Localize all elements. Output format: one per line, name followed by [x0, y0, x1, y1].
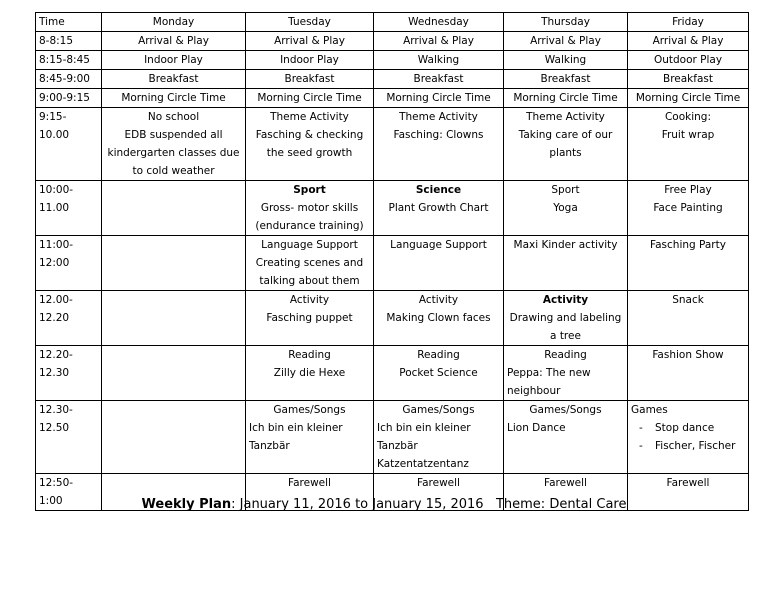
time-cell	[36, 401, 102, 474]
cell-detail: EDB suspended all kindergarten classes due to cold weather	[107, 129, 240, 177]
monday-cell: Morning Circle Time	[102, 89, 246, 108]
cell-detail: Ich bin ein kleiner Tanzbär Katzentatzentanz	[377, 422, 471, 470]
time-end: 12.20	[39, 312, 70, 324]
time-cell	[36, 108, 102, 181]
friday-cell: Fashion Show	[628, 346, 749, 401]
cell-title: Sport	[293, 184, 326, 196]
friday-cell: Snack	[628, 291, 749, 346]
cell-detail: Fasching puppet	[266, 312, 353, 324]
monday-cell: Breakfast	[102, 70, 246, 89]
time-cell: 9:00-9:15	[36, 89, 102, 108]
cell-detail: Yoga	[553, 202, 578, 214]
monday-cell: Arrival & Play	[102, 32, 246, 51]
header-friday: Friday	[628, 13, 749, 32]
cell-detail: Plant Growth Chart	[388, 202, 489, 214]
tuesday-cell: Farewell	[246, 474, 374, 511]
time-cell	[36, 236, 102, 291]
friday-cell	[628, 108, 749, 181]
tuesday-cell: Arrival & Play	[246, 32, 374, 51]
weekly-plan-caption	[0, 497, 768, 512]
table-row	[36, 70, 749, 89]
table-row	[36, 89, 749, 108]
header-row	[36, 13, 749, 32]
tuesday-cell	[246, 401, 374, 474]
table-row	[36, 108, 749, 181]
wednesday-cell	[374, 346, 504, 401]
thursday-cell	[504, 181, 628, 236]
time-start: 9:15-	[39, 111, 67, 123]
monday-cell	[102, 236, 246, 291]
table-row	[36, 181, 749, 236]
header-time: Time	[36, 13, 102, 32]
cell-detail: Face Painting	[653, 202, 723, 214]
list-item: - Fischer, Fischer	[655, 437, 745, 455]
monday-cell	[102, 291, 246, 346]
cell-title: Sport	[551, 184, 580, 196]
table-row	[36, 236, 749, 291]
caption-text: : January 11, 2016 to January 15, 2016 Theme: Dental Care	[231, 497, 627, 512]
cell-title: Cooking:	[664, 111, 712, 123]
thursday-cell: Farewell	[504, 474, 628, 511]
thursday-cell	[504, 346, 628, 401]
table-row	[36, 32, 749, 51]
tuesday-cell	[246, 236, 374, 291]
cell-detail: Lion Dance	[507, 422, 566, 434]
cell-title: Free Play	[664, 184, 712, 196]
friday-cell: Breakfast	[628, 70, 749, 89]
thursday-cell: Morning Circle Time	[504, 89, 628, 108]
time-end: 12.50	[39, 422, 70, 434]
cell-title: Theme Activity	[399, 111, 478, 123]
time-start: 12.20-	[39, 349, 73, 361]
cell-title: Theme Activity	[526, 111, 605, 123]
thursday-cell	[504, 401, 628, 474]
wednesday-cell: Breakfast	[374, 70, 504, 89]
cell-title: Reading	[417, 349, 460, 361]
cell-title: Reading	[544, 349, 587, 361]
cell-detail: Fasching: Clowns	[393, 129, 484, 141]
friday-cell	[628, 401, 749, 474]
cell-detail: Pocket Science	[399, 367, 478, 379]
tuesday-cell: Indoor Play	[246, 51, 374, 70]
cell-title: Games	[631, 404, 668, 416]
wednesday-cell: Language Support	[374, 236, 504, 291]
weekly-plan-table	[35, 12, 749, 511]
caption-label: Weekly Plan	[141, 497, 232, 512]
table-row	[36, 401, 749, 474]
header-monday: Monday	[102, 13, 246, 32]
cell-title: Activity	[289, 294, 330, 306]
time-end: 1:00	[39, 495, 63, 507]
time-end: 12.30	[39, 367, 70, 379]
friday-cell: Outdoor Play	[628, 51, 749, 70]
time-end: 11.00	[39, 202, 70, 214]
time-start: 10:00-	[39, 184, 74, 196]
cell-title: Science	[415, 184, 462, 196]
cell-detail: Fasching & checking the seed growth	[255, 129, 364, 159]
time-start: 11:00-	[39, 239, 74, 251]
cell-title: Games/Songs	[529, 404, 602, 416]
table-row	[36, 346, 749, 401]
cell-detail: Gross- motor skills (endurance training)	[255, 202, 364, 232]
wednesday-cell	[374, 291, 504, 346]
cell-detail: Taking care of our plants	[518, 129, 613, 159]
header-thursday: Thursday	[504, 13, 628, 32]
time-cell	[36, 181, 102, 236]
time-end: 10.00	[39, 129, 70, 141]
friday-cell	[628, 181, 749, 236]
time-cell: 8:15-8:45	[36, 51, 102, 70]
header-wednesday: Wednesday	[374, 13, 504, 32]
wednesday-cell	[374, 401, 504, 474]
cell-detail: Fruit wrap	[661, 129, 715, 141]
thursday-cell: Breakfast	[504, 70, 628, 89]
cell-detail: Zilly die Hexe	[273, 367, 346, 379]
wednesday-cell: Arrival & Play	[374, 32, 504, 51]
friday-cell: Fasching Party	[628, 236, 749, 291]
cell-title: No school	[147, 111, 200, 123]
cell-detail: Peppa: The new neighbour	[507, 367, 591, 397]
time-end: 12:00	[39, 257, 70, 269]
time-start: 12:50-	[39, 477, 74, 489]
tuesday-cell	[246, 108, 374, 181]
header-tuesday: Tuesday	[246, 13, 374, 32]
wednesday-cell: Morning Circle Time	[374, 89, 504, 108]
tuesday-cell	[246, 291, 374, 346]
cell-title: Language Support	[261, 239, 358, 251]
tuesday-cell	[246, 181, 374, 236]
thursday-cell	[504, 108, 628, 181]
games-list	[631, 419, 745, 455]
thursday-cell	[504, 291, 628, 346]
friday-cell: Farewell	[628, 474, 749, 511]
list-item: - Stop dance	[655, 419, 745, 437]
cell-detail: Making Clown faces	[386, 312, 491, 324]
thursday-cell: Arrival & Play	[504, 32, 628, 51]
cell-title: Reading	[288, 349, 331, 361]
monday-cell: Indoor Play	[102, 51, 246, 70]
time-cell: 8:45-9:00	[36, 70, 102, 89]
wednesday-cell	[374, 181, 504, 236]
cell-title: Activity	[542, 294, 589, 306]
cell-detail: Creating scenes and talking about them	[255, 257, 364, 287]
wednesday-cell: Walking	[374, 51, 504, 70]
tuesday-cell	[246, 346, 374, 401]
time-start: 12.30-	[39, 404, 73, 416]
cell-title: Theme Activity	[270, 111, 349, 123]
monday-cell	[102, 346, 246, 401]
tuesday-cell: Breakfast	[246, 70, 374, 89]
cell-detail: Ich bin ein kleiner Tanzbär	[249, 422, 343, 452]
time-cell: 8-8:15	[36, 32, 102, 51]
monday-cell	[102, 401, 246, 474]
tuesday-cell: Morning Circle Time	[246, 89, 374, 108]
wednesday-cell	[374, 108, 504, 181]
table-row	[36, 51, 749, 70]
cell-title: Games/Songs	[402, 404, 475, 416]
cell-title: Activity	[418, 294, 459, 306]
thursday-cell: Maxi Kinder activity	[504, 236, 628, 291]
friday-cell: Morning Circle Time	[628, 89, 749, 108]
cell-detail: Drawing and labeling a tree	[509, 312, 622, 342]
monday-cell	[102, 108, 246, 181]
wednesday-cell: Farewell	[374, 474, 504, 511]
time-cell	[36, 346, 102, 401]
time-start: 12.00-	[39, 294, 73, 306]
table-row	[36, 291, 749, 346]
cell-title: Games/Songs	[273, 404, 346, 416]
friday-cell: Arrival & Play	[628, 32, 749, 51]
time-cell	[36, 291, 102, 346]
monday-cell	[102, 181, 246, 236]
thursday-cell: Walking	[504, 51, 628, 70]
